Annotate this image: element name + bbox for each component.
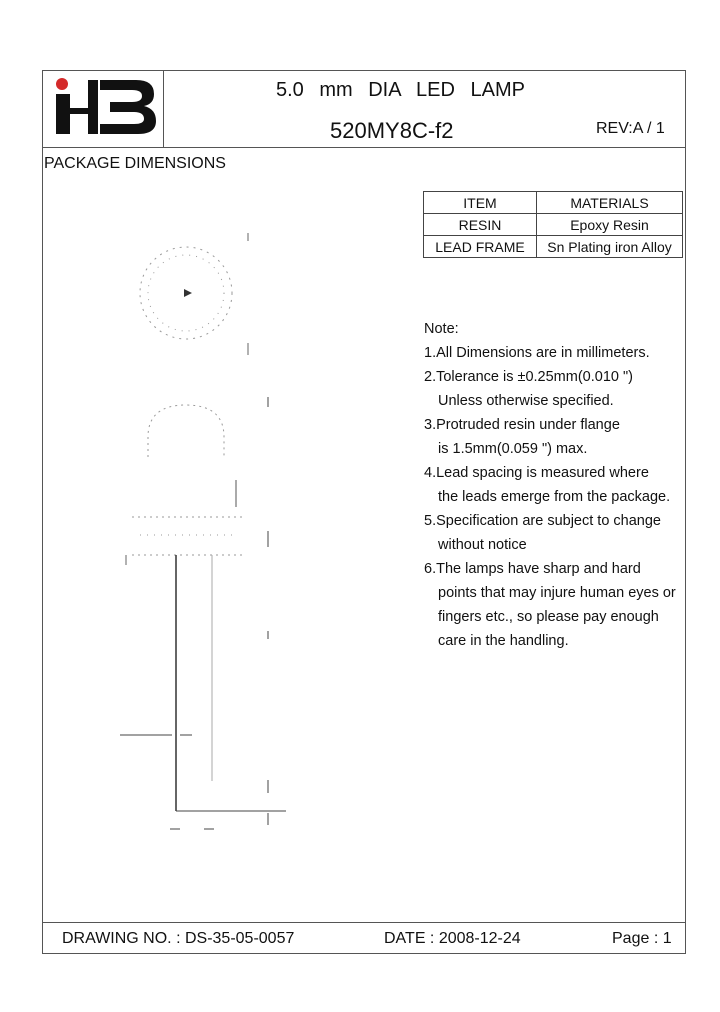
table-cell: RESIN [424, 214, 537, 236]
drawing-date: DATE : 2008-12-24 [384, 930, 521, 947]
logo-red-dot [56, 78, 68, 90]
header-divider [42, 147, 686, 148]
logo-divider [163, 70, 164, 147]
table-row [424, 214, 683, 236]
section-title: PACKAGE DIMENSIONS [44, 155, 226, 172]
document-title: 5.0 mm DIA LED LAMP [276, 79, 525, 101]
table-cell: Sn Plating iron Alloy [537, 236, 683, 258]
table-header-cell: MATERIALS [537, 192, 683, 214]
note-line: without notice [438, 537, 527, 553]
hb-logo [48, 74, 160, 140]
drawing-number: DRAWING NO. : DS-35-05-0057 [62, 930, 295, 947]
note-line: 1.All Dimensions are in millimeters. [424, 345, 650, 361]
note-line: care in the handling. [438, 633, 569, 649]
materials-table [423, 191, 683, 258]
note-line: 4.Lead spacing is measured where [424, 465, 649, 481]
notes-heading: Note: [424, 321, 459, 337]
notes-block [424, 317, 676, 653]
dome-outline [148, 405, 224, 457]
note-line: 2.Tolerance is ±0.25mm(0.010 ") [424, 369, 633, 385]
footer-divider [42, 922, 686, 923]
page-number: Page : 1 [612, 930, 672, 947]
note-line: 6.The lamps have sharp and hard [424, 561, 641, 577]
note-line: fingers etc., so please pay enough [438, 609, 659, 625]
table-row [424, 236, 683, 258]
table-header-cell: ITEM [424, 192, 537, 214]
note-line: Unless otherwise specified. [438, 393, 614, 409]
note-line: points that may injure human eyes or [438, 585, 676, 601]
table-cell: LEAD FRAME [424, 236, 537, 258]
note-line: 3.Protruded resin under flange [424, 417, 620, 433]
table-cell: Epoxy Resin [537, 214, 683, 236]
note-line: 5.Specification are subject to change [424, 513, 661, 529]
note-line: the leads emerge from the package. [438, 489, 671, 505]
table-header-row [424, 192, 683, 214]
part-number: 520MY8C-f2 [330, 118, 454, 143]
revision-label: REV:A / 1 [596, 120, 665, 137]
led-dimension-drawing [60, 225, 360, 865]
note-line: is 1.5mm(0.059 ") max. [438, 441, 588, 457]
